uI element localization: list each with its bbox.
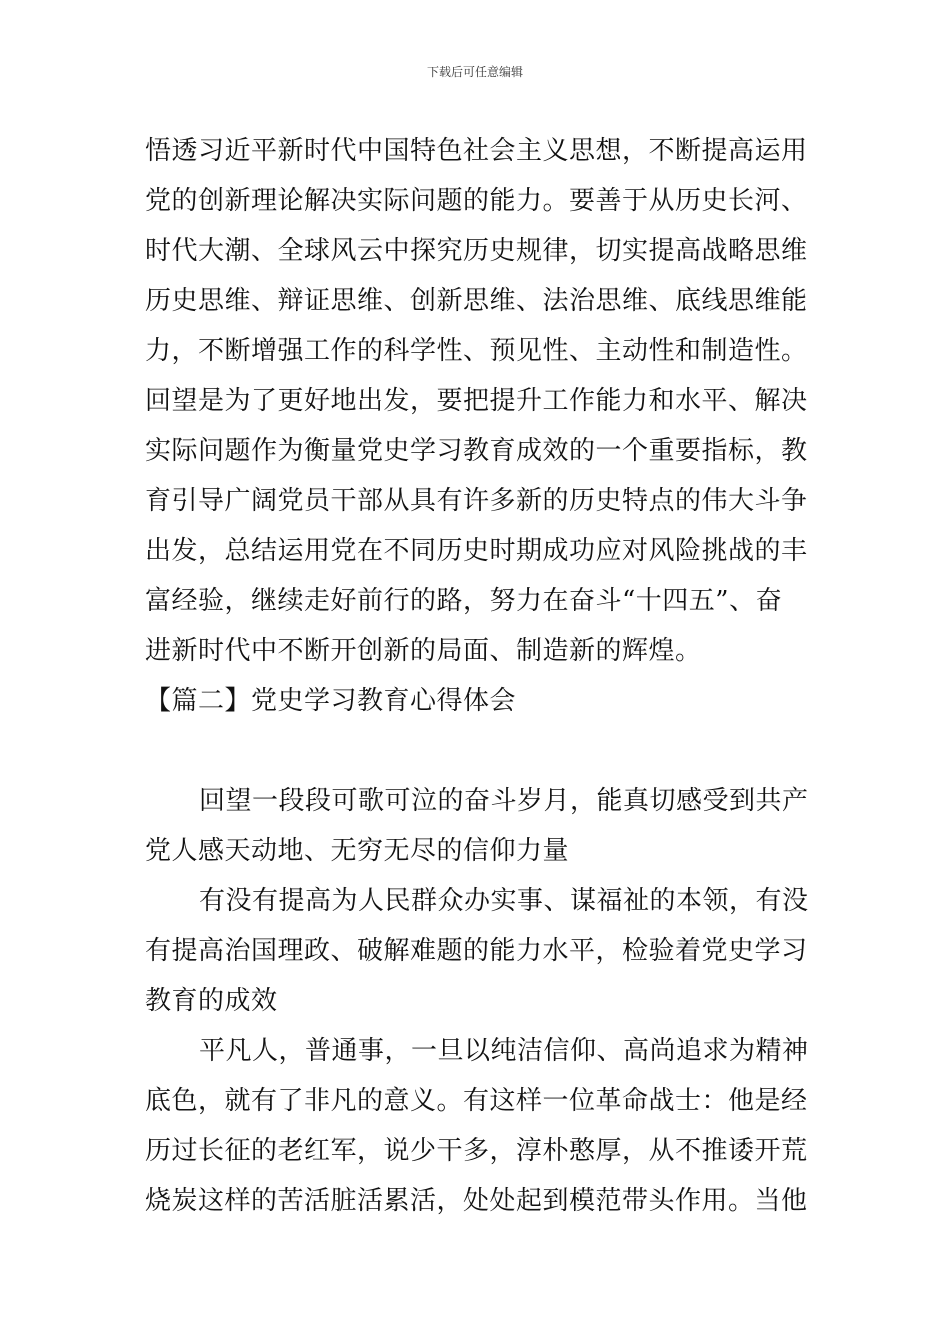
text-line: 时代大潮、全球风云中探究历史规律，切实提高战略思维 <box>145 236 808 266</box>
section-heading: 【篇二】党史学习教育心得体会 <box>145 686 517 716</box>
text-line: 出发，总结运用党在不同历史时期成功应对风险挑战的丰 <box>145 536 808 566</box>
text-line: 平凡人，普通事，一旦以纯洁信仰、高尚追求为精神 <box>199 1036 809 1066</box>
text-line: 教育的成效 <box>145 986 278 1016</box>
text-line: 力，不断增强工作的科学性、预见性、主动性和制造性。 <box>145 336 808 366</box>
page-header: 下载后可任意编辑 <box>426 65 523 79</box>
text-line: 育引导广阔党员干部从具有许多新的历史特点的伟大斗争 <box>145 486 808 516</box>
paragraph-2 <box>145 776 810 876</box>
text-line: 富经验，继续走好前行的路，努力在奋斗“十四五”、奋 <box>145 586 783 616</box>
text-line: 回望一段段可歌可泣的奋斗岁月，能真切感受到共产 <box>199 786 809 816</box>
text-line: 历过长征的老红军，说少干多，淳朴憨厚，从不推诿开荒 <box>145 1136 808 1166</box>
paragraph-4 <box>145 1026 810 1226</box>
text-line: 实际问题作为衡量党史学习教育成效的一个重要指标，教 <box>145 436 808 466</box>
text-line: 底色，就有了非凡的意义。有这样一位革命战士：他是经 <box>145 1086 808 1116</box>
text-line: 党人感天动地、无穷无尽的信仰力量 <box>145 836 570 866</box>
paragraph-1 <box>145 126 810 726</box>
text-line: 历史思维、辩证思维、创新思维、法治思维、底线思维能 <box>145 286 808 316</box>
text-line: 有提高治国理政、破解难题的能力水平，检验着党史学习 <box>145 936 808 966</box>
text-line: 回望是为了更好地出发，要把提升工作能力和水平、解决 <box>145 386 808 416</box>
text-line: 有没有提高为人民群众办实事、谋福祉的本领，有没 <box>199 886 809 916</box>
paragraph-3 <box>145 876 810 1026</box>
text-line: 烧炭这样的苦活脏活累活，处处起到模范带头作用。当他 <box>145 1186 808 1216</box>
text-line: 党的创新理论解决实际问题的能力。要善于从历史长河、 <box>145 186 808 216</box>
text-line: 进新时代中不断开创新的局面、制造新的辉煌。 <box>145 636 702 666</box>
text-line: 悟透习近平新时代中国特色社会主义思想，不断提高运用 <box>145 136 808 166</box>
